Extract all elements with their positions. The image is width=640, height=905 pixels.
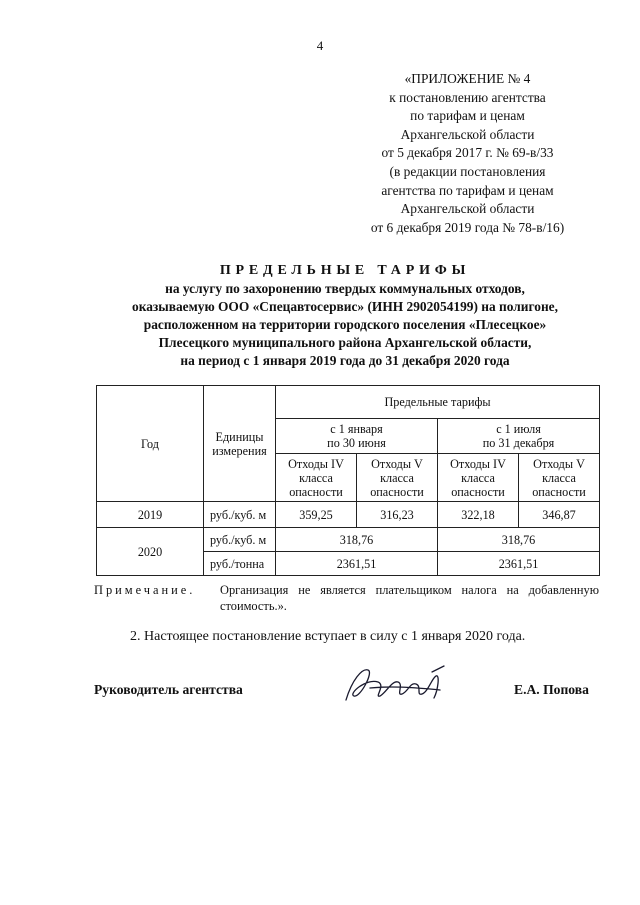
note: [94, 582, 599, 614]
header-tariffs: Предельные тарифы: [276, 386, 600, 419]
header-waste-iv: Отходы IV класса опасности: [276, 454, 357, 502]
appendix-line: к постановлению агентства: [389, 89, 546, 105]
table-row: [97, 528, 600, 552]
signature: [340, 660, 452, 710]
cell-value: 2361,51: [276, 552, 438, 576]
signatory-role: Руководитель агентства: [94, 682, 243, 697]
cell-value: 346,87: [519, 502, 600, 528]
appendix-line: от 5 декабря 2017 г. № 69-в/33: [381, 145, 554, 161]
signatory-name: Е.А. Попова: [514, 682, 589, 697]
document-title: ПРЕДЕЛЬНЫЕ ТАРИФЫ: [219, 263, 471, 278]
note-label: Примечание.: [94, 583, 196, 597]
cell-value: 2361,51: [438, 552, 600, 576]
note-text: Организация не является плательщиком налога на добавленную стоимость.».: [220, 583, 599, 613]
heading-line: Плесецкого муниципального района Архангельской области,: [158, 335, 532, 350]
header-waste-iv: Отходы IV класса опасности: [438, 454, 519, 502]
table-row: [97, 502, 600, 528]
cell-value: 318,76: [438, 528, 600, 552]
header-waste-v: Отходы V класса опасности: [519, 454, 600, 502]
page-number: 4: [316, 38, 324, 53]
cell-value: 316,23: [357, 502, 438, 528]
heading-line: на период с 1 января 2019 года до 31 декабря 2020 года: [180, 353, 510, 368]
cell-unit: руб./куб. м: [204, 502, 276, 528]
header-units: Единицы измерения: [204, 386, 276, 502]
appendix-line: по тарифам и ценам: [410, 108, 525, 124]
cell-unit: руб./тонна: [204, 552, 276, 576]
appendix-line: от 6 декабря 2019 года № 78-в/16): [370, 219, 565, 235]
appendix-line: Архангельской области: [400, 126, 535, 142]
heading-line: на услугу по захоронению твердых коммунальных отходов,: [165, 281, 525, 296]
appendix-line: «ПРИЛОЖЕНИЕ № 4: [404, 71, 531, 86]
heading-line: оказываемую ООО «Спецавтосервис» (ИНН 2902054199) на полигоне,: [132, 299, 558, 314]
cell-value: 318,76: [276, 528, 438, 552]
header-year: Год: [97, 386, 204, 502]
cell-year: 2019: [97, 502, 204, 528]
document-heading: [60, 261, 630, 370]
appendix-line: Архангельской области: [400, 201, 535, 217]
cell-value: 359,25: [276, 502, 357, 528]
effective-date-paragraph: 2. Настоящее постановление вступает в силу с 1 января 2020 года.: [130, 629, 526, 644]
heading-line: расположенном на территории городского поселения «Плесецкое»: [143, 317, 547, 332]
header-period-2: с 1 июля по 31 декабря: [438, 419, 600, 454]
appendix-line: (в редакции постановления: [389, 163, 546, 179]
cell-unit: руб./куб. м: [204, 528, 276, 552]
tariff-table: [96, 385, 600, 576]
header-waste-v: Отходы V класса опасности: [357, 454, 438, 502]
appendix-header: [340, 70, 595, 237]
cell-year: 2020: [97, 528, 204, 576]
header-period-1: с 1 января по 30 июня: [276, 419, 438, 454]
appendix-line: агентства по тарифам и ценам: [381, 182, 554, 198]
cell-value: 322,18: [438, 502, 519, 528]
